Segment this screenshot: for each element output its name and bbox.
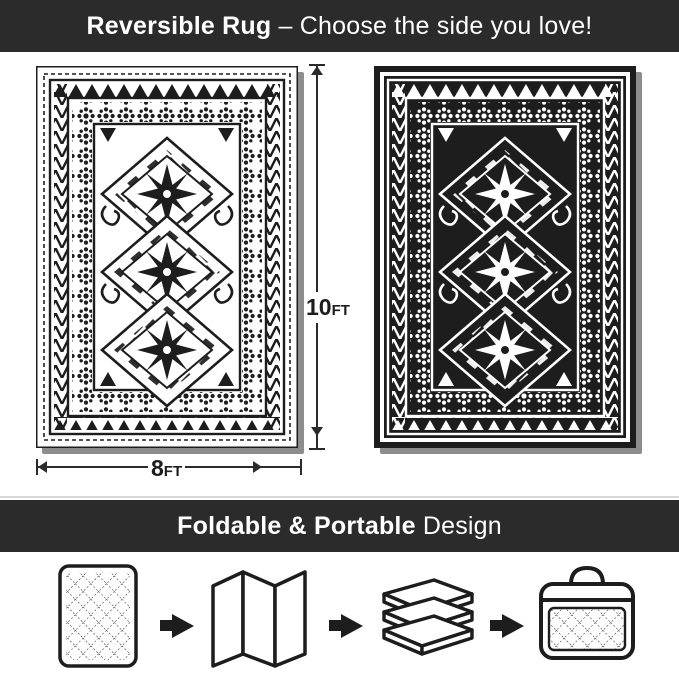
height-arrow-down-icon — [311, 427, 323, 436]
carry-bag-step — [533, 560, 641, 677]
width-label — [148, 454, 185, 483]
height-label — [305, 292, 351, 323]
width-unit: FT — [163, 463, 183, 480]
light-side-rug — [36, 66, 298, 448]
tote-bag-icon — [533, 560, 641, 672]
arrow-1-head-icon — [172, 614, 194, 638]
flat-rug-icon — [52, 560, 144, 672]
panel-divider-top — [0, 496, 679, 498]
middle-banner — [0, 500, 679, 552]
top-banner-text — [87, 12, 593, 41]
height-arrow-up-icon — [311, 66, 323, 75]
stacked-layers-icon — [372, 560, 482, 672]
height-value: 10 — [306, 294, 332, 320]
arrow-3-tail-icon — [490, 620, 502, 631]
steps-row — [0, 552, 679, 699]
flat-rug-step — [52, 560, 144, 677]
foldable-steps-panel — [0, 552, 679, 699]
arrow-2-head-icon — [341, 614, 363, 638]
top-banner — [0, 0, 679, 52]
middle-banner-bold: Foldable & Portable — [177, 511, 416, 540]
middle-banner-light: Design — [415, 511, 502, 540]
folding-rug-step — [207, 560, 311, 677]
top-banner-bold: Reversible Rug — [86, 11, 272, 40]
width-arrow-right-icon — [253, 461, 262, 473]
arrow-2-tail-icon — [329, 620, 341, 631]
dark-side-rug — [374, 66, 636, 448]
top-banner-light: – Choose the side you love! — [271, 11, 593, 40]
stacked-rug-step — [372, 560, 482, 677]
middle-banner-text — [177, 512, 502, 541]
arrow-1-tail-icon — [160, 620, 172, 631]
height-dimension-line — [316, 64, 318, 450]
arrow-3-head-icon — [502, 614, 524, 638]
width-value: 8 — [151, 455, 164, 481]
rug-comparison-panel — [0, 52, 679, 500]
width-arrow-left-icon — [38, 461, 47, 473]
accordion-fold-icon — [207, 560, 311, 672]
height-unit: FT — [331, 302, 350, 319]
